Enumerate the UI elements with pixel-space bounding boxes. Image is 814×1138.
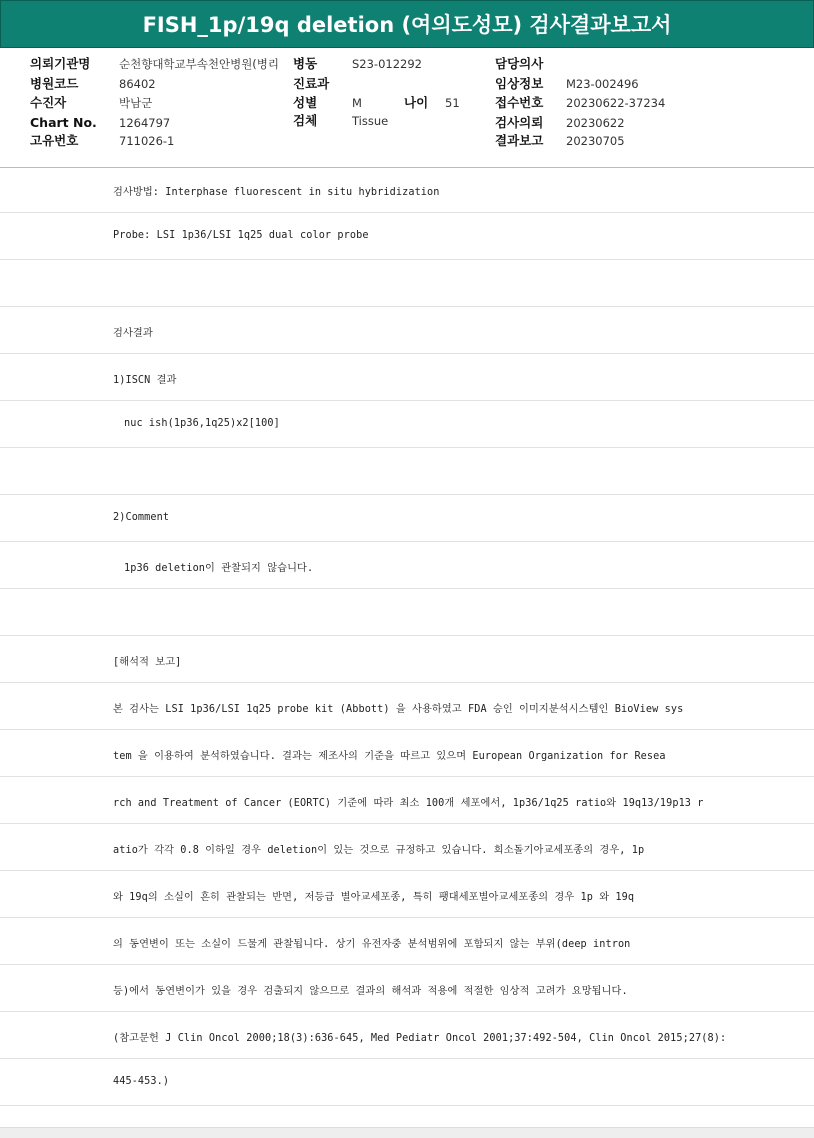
report-row bbox=[0, 589, 814, 636]
ward-value: S23-012292 bbox=[352, 57, 422, 71]
report-row bbox=[0, 166, 814, 213]
report-line-text: tem 을 이용하여 분석하였습니다. 결과는 제조사의 기준을 따르고 있으며 European Organization for Resea bbox=[113, 751, 666, 762]
report-row bbox=[0, 354, 814, 401]
report-row bbox=[0, 871, 814, 918]
report-row bbox=[0, 448, 814, 495]
specimen-value: Tissue bbox=[352, 114, 389, 128]
clinical-info-value: M23-002496 bbox=[566, 77, 639, 91]
chart-no-label: Chart No. bbox=[30, 115, 97, 130]
report-line-text: [해석적 보고] bbox=[113, 657, 182, 668]
report-line-text: 의 동연변이 또는 소실이 드물게 관찰됩니다. 상기 유전자중 분석범위에 포함되지 않는 부위(deep intron bbox=[113, 939, 631, 950]
receipt-label: 접수번호 bbox=[495, 95, 544, 110]
report-row bbox=[0, 636, 814, 683]
report-line-text: 1p36 deletion이 관찰되지 않습니다. bbox=[124, 563, 314, 574]
report-row bbox=[0, 730, 814, 777]
report-row bbox=[0, 918, 814, 965]
patient-info-header bbox=[0, 49, 814, 168]
report-line-text: atio가 각각 0.8 이하일 경우 deletion이 있는 것으로 규정하고 있습니다. 희소돌기아교세포종의 경우, 1p bbox=[113, 845, 645, 856]
report-row bbox=[0, 683, 814, 730]
sex-label: 성별 bbox=[293, 95, 318, 110]
ward-label: 병동 bbox=[293, 56, 318, 71]
age-value: 51 bbox=[445, 96, 460, 110]
report-row bbox=[0, 1012, 814, 1059]
clinical-info-label: 임상정보 bbox=[495, 76, 544, 91]
report-row bbox=[0, 307, 814, 354]
age-label: 나이 bbox=[404, 95, 429, 110]
unique-no-value: 711026-1 bbox=[119, 134, 175, 148]
specimen-label: 검체 bbox=[293, 113, 318, 128]
report-line-text: 검사방법: Interphase fluorescent in situ hybridization bbox=[113, 187, 440, 198]
patient-label: 수진자 bbox=[30, 95, 67, 110]
unique-no-label: 고유번호 bbox=[30, 133, 79, 148]
report-row bbox=[0, 965, 814, 1012]
report-row bbox=[0, 401, 814, 448]
bottom-scroll-strip bbox=[0, 1127, 814, 1138]
request-date-value: 20230622 bbox=[566, 116, 625, 130]
hospital-code-label: 병원코드 bbox=[30, 76, 79, 91]
request-date-label: 검사의뢰 bbox=[495, 115, 544, 130]
report-line-text: nuc ish(1p36,1q25)x2[100] bbox=[124, 418, 280, 429]
report-row bbox=[0, 260, 814, 307]
receipt-value: 20230622-37234 bbox=[566, 96, 666, 110]
report-line-text: 본 검사는 LSI 1p36/LSI 1q25 probe kit (Abbott) 을 사용하였고 FDA 승인 이미지분석시스템인 BioView sys bbox=[113, 704, 684, 715]
report-date-value: 20230705 bbox=[566, 134, 625, 148]
report-row bbox=[0, 1059, 814, 1106]
sex-value: M bbox=[352, 96, 362, 110]
requester-label: 의뢰기관명 bbox=[30, 56, 91, 71]
patient-value: 박남군 bbox=[119, 96, 153, 110]
report-body bbox=[0, 166, 814, 1106]
requester-value: 순천향대학교부속천안병원(병리 bbox=[119, 57, 280, 71]
report-line-text: 검사결과 bbox=[113, 328, 153, 339]
report-date-label: 결과보고 bbox=[495, 133, 544, 148]
report-line-text: Probe: LSI 1p36/LSI 1q25 dual color probe bbox=[113, 230, 369, 241]
report-line-text: 등)에서 동연변이가 있을 경우 검출되지 않으므로 결과의 해석과 적용에 적절한 임상적 고려가 요망됩니다. bbox=[113, 986, 628, 997]
chart-no-value: 1264797 bbox=[119, 116, 171, 130]
report-row bbox=[0, 213, 814, 260]
report-row bbox=[0, 495, 814, 542]
doctor-label: 담당의사 bbox=[495, 56, 544, 71]
report-row bbox=[0, 824, 814, 871]
report-line-text: (참고문헌 J Clin Oncol 2000;18(3):636-645, Med Pediatr Oncol 2001;37:492-504, Clin Oncol 2015;27(8): bbox=[113, 1033, 727, 1044]
report-title: FISH_1p/19q deletion (여의도성모) 검사결과보고서 bbox=[0, 0, 814, 48]
report-row bbox=[0, 542, 814, 589]
report-line-text: rch and Treatment of Cancer (EORTC) 기준에 따라 최소 100개 세포에서, 1p36/1q25 ratio와 19q13/19p13 r bbox=[113, 798, 704, 809]
hospital-code-value: 86402 bbox=[119, 77, 156, 91]
report-line-text: 와 19q의 소실이 흔히 관찰되는 반면, 저등급 별아교세포종, 특히 팽대세포별아교세포종의 경우 1p 와 19q bbox=[113, 892, 635, 903]
report-line-text: 445-453.) bbox=[113, 1076, 170, 1087]
report-row bbox=[0, 777, 814, 824]
report-line-text: 2)Comment bbox=[113, 512, 170, 523]
report-line-text: 1)ISCN 결과 bbox=[113, 375, 177, 386]
dept-label: 진료과 bbox=[293, 76, 330, 91]
